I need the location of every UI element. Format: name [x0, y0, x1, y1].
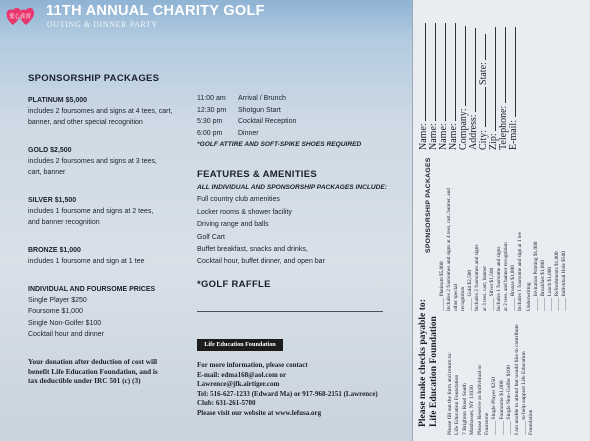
email-field[interactable]	[507, 23, 517, 150]
field-label: Telephone:	[498, 105, 509, 150]
feature-item: Cocktail hour, buffet dinner, and open bar	[197, 258, 325, 266]
field-label: E-mail:	[508, 120, 519, 150]
underwriting-heading: Underwriting	[526, 282, 532, 311]
payable-note	[417, 299, 439, 427]
form-package-line: at 3 tees, cart, banner	[481, 265, 488, 311]
return-line: Foursome	[484, 412, 491, 435]
schedule-time: 11:00 am	[197, 95, 226, 102]
field-blank[interactable]	[477, 34, 486, 60]
prices-heading: INDIVIDUAL AND FOURSOME PRICES	[28, 286, 156, 293]
form-package-list	[439, 188, 524, 311]
return-line: 7 Brighton Road South	[461, 383, 468, 435]
reply-form-panel	[413, 0, 590, 441]
field-blank[interactable]	[507, 28, 516, 118]
field-label: Name:	[418, 123, 429, 150]
raffle-heading: *GOLF RAFFLE	[197, 279, 271, 290]
return-line: I am unable to attend but would like to contribute	[513, 324, 520, 435]
form-package-line: Includes 1 foursome and sign at 1 tee	[517, 232, 524, 311]
return-line: Manhasset, NY 11030	[469, 385, 476, 435]
price-line: Single Non-Golfer $100	[28, 319, 102, 327]
schedule-event: Cocktail Reception	[238, 118, 297, 126]
schedule-event: Arrival / Brunch	[238, 95, 286, 102]
form-underwriting-list	[526, 242, 569, 311]
package-name: GOLD $2,500	[28, 147, 72, 154]
contact-club-phone: Club: 631-261-5700	[197, 399, 256, 408]
name-field[interactable]	[417, 23, 427, 150]
package-silver	[28, 195, 153, 229]
underwriting-line[interactable]: _____ Invitation Printing $1,000	[533, 241, 540, 311]
return-line: Please fill out the form and return to:	[447, 352, 453, 435]
field-blank[interactable]	[437, 23, 446, 121]
field-label: Name:	[438, 123, 449, 150]
company-field[interactable]	[457, 23, 467, 150]
field-label: City:	[478, 129, 489, 150]
return-line: Foundation	[528, 409, 535, 435]
underwriting-line[interactable]: _____ Breakfast $1,000	[540, 260, 547, 311]
contact-info	[197, 361, 378, 419]
package-name: SILVER $1,500	[28, 197, 77, 204]
name-field[interactable]	[437, 23, 447, 150]
zip-field[interactable]	[487, 23, 497, 150]
features-subheading: ALL INDIVIDUAL AND SPONSORSHIP PACKAGES INCLUDE:	[197, 184, 388, 191]
form-sponsorship-heading: SPONSORSHIP PACKAGES	[425, 157, 432, 253]
raffle-divider	[197, 311, 383, 312]
return-option[interactable]: _____ Foursome $1,000	[498, 380, 505, 435]
field-blank[interactable]	[417, 23, 426, 121]
form-package-line: other special	[453, 284, 460, 311]
price-line: Cocktail hour and dinner	[28, 330, 104, 338]
schedule-row	[197, 116, 361, 128]
schedule-row	[197, 128, 361, 140]
city-state-field[interactable]	[477, 23, 487, 150]
return-line: Life Education Foundation	[454, 374, 461, 435]
contact-line: For more information, please contact	[197, 361, 308, 369]
feature-item: Driving range and balls	[197, 221, 269, 229]
return-block	[447, 324, 536, 435]
field-label: Address:	[468, 114, 479, 150]
contact-email[interactable]: Lawrence@jfk.airtiger.com	[197, 380, 280, 389]
price-line: Foursome $1,000	[28, 308, 83, 316]
return-option[interactable]: _____ Single Player $250	[491, 377, 498, 435]
return-option[interactable]: _____ to help support Life Education	[521, 351, 528, 435]
package-line: banner, and other special recognition	[28, 119, 143, 127]
address-field[interactable]	[467, 23, 477, 150]
state-label: State:	[478, 62, 489, 85]
return-option[interactable]: _____ Single Non-Golfer $100	[506, 365, 513, 435]
schedule-time: 6:00 pm	[197, 129, 223, 137]
package-line: and banner recognition	[28, 219, 100, 227]
schedule-row	[197, 93, 361, 105]
schedule	[197, 93, 361, 151]
donation-line: tax deductible under IRC 501 (c) (3)	[28, 376, 141, 386]
return-line: Please Reserve as Individual or	[476, 364, 483, 435]
form-fields	[417, 23, 517, 150]
field-label: Zip:	[488, 133, 499, 150]
form-package-line[interactable]: _____ Gold $2,500	[467, 269, 474, 311]
schedule-event: Dinner	[238, 129, 259, 137]
foundation-badge: Life Education Foundation	[197, 339, 283, 351]
event-title: 11TH ANNUAL CHARITY GOLF	[46, 3, 265, 19]
package-name: PLATINUM $5,000	[28, 97, 87, 104]
donation-note	[28, 357, 158, 386]
schedule-event: Shotgun Start	[238, 106, 281, 114]
features-heading: FEATURES & AMENITIES	[197, 169, 318, 180]
package-line: cart, banner	[28, 169, 66, 177]
package-name: BRONZE $1,000	[28, 247, 81, 254]
underwriting-line[interactable]: _____ Refreshments $1,000	[554, 251, 561, 311]
package-line: includes 1 foursome and sign at 1 tee	[28, 258, 145, 266]
feature-item: Full country club amenities	[197, 196, 280, 204]
reply-form-rotated	[413, 0, 590, 441]
event-subtitle: OUTING & DINNER PARTY	[47, 20, 158, 29]
package-line: includes 2 foursomes and signs at 3 tees,	[28, 158, 157, 166]
underwriting-line[interactable]: _____ Individual Hole $500	[561, 251, 568, 311]
form-package-line: at 2 tees, and banner recognition	[502, 242, 509, 311]
underwriting-line[interactable]: _____ Lunch $1,000	[547, 267, 554, 311]
package-gold	[28, 145, 157, 179]
field-blank[interactable]	[467, 28, 476, 112]
name-field[interactable]	[427, 23, 437, 150]
pink-hearts-logo	[5, 4, 35, 28]
payable-line: Please make checks payable to:	[417, 299, 428, 427]
donation-line: Your donation after deduction of cost will	[28, 357, 158, 366]
field-label: Name:	[428, 123, 439, 150]
field-blank[interactable]	[497, 27, 506, 103]
individual-prices	[28, 284, 155, 340]
field-label: Name:	[448, 123, 459, 150]
svg-text:愛心義賣: 愛心義賣	[8, 14, 32, 20]
contact-email[interactable]: E-mail: edma168@aol.com or	[197, 370, 287, 379]
form-package-line: Includes 2 foursomes and signs at 4 tees, cart, banner, and	[446, 188, 453, 311]
donation-line: benefit Life Education Foundation, and is	[28, 366, 158, 376]
field-label: Company:	[458, 108, 469, 150]
name-field[interactable]	[447, 23, 457, 150]
field-blank[interactable]	[487, 27, 496, 131]
features	[197, 168, 387, 269]
form-package-line: Includes 2 foursomes and signs	[474, 244, 481, 311]
package-line: includes 2 foursomes and signs at 4 tees, cart,	[28, 108, 173, 116]
form-package-line[interactable]: _____ Silver $1,500	[488, 267, 495, 311]
schedule-row	[197, 105, 361, 117]
payable-line: Life Education Foundation	[428, 316, 439, 427]
sponsorship-heading: SPONSORSHIP PACKAGES	[28, 73, 160, 84]
package-line: includes 1 foursome and signs at 2 tees,	[28, 208, 154, 216]
feature-item: Golf Cart	[197, 233, 226, 241]
form-package-line: Includes 1 foursome and signs	[495, 246, 502, 311]
schedule-time: 12:30 pm	[197, 106, 227, 114]
schedule-time: 5:30 pm	[197, 118, 223, 126]
form-package-line[interactable]: _____ Bronze $1,000	[509, 265, 516, 311]
field-blank[interactable]	[447, 23, 456, 121]
field-blank[interactable]	[457, 26, 466, 106]
contact-phone: Tel: 516-627-1233 (Edward Ma) or 917-968-2151 (Lawrence)	[197, 389, 378, 398]
feature-item: Locker rooms & shower facility	[197, 208, 292, 216]
form-package-line[interactable]: _____ Platinum $5,000	[439, 261, 445, 311]
telephone-field[interactable]	[497, 23, 507, 150]
form-package-line: recognition	[460, 286, 467, 311]
field-blank[interactable]	[477, 87, 486, 127]
field-blank[interactable]	[427, 23, 436, 121]
feature-item: Buffet breakfast, snacks and drinks,	[197, 245, 308, 253]
contact-website[interactable]: Please visit our website at www.lefusa.org	[197, 408, 322, 417]
package-platinum	[28, 95, 172, 129]
price-line: Single Player $250	[28, 297, 87, 305]
package-bronze	[28, 245, 144, 267]
attire-note: *GOLF ATTIRE AND SOFT-SPIKE SHOES REQUIRED	[197, 141, 362, 149]
